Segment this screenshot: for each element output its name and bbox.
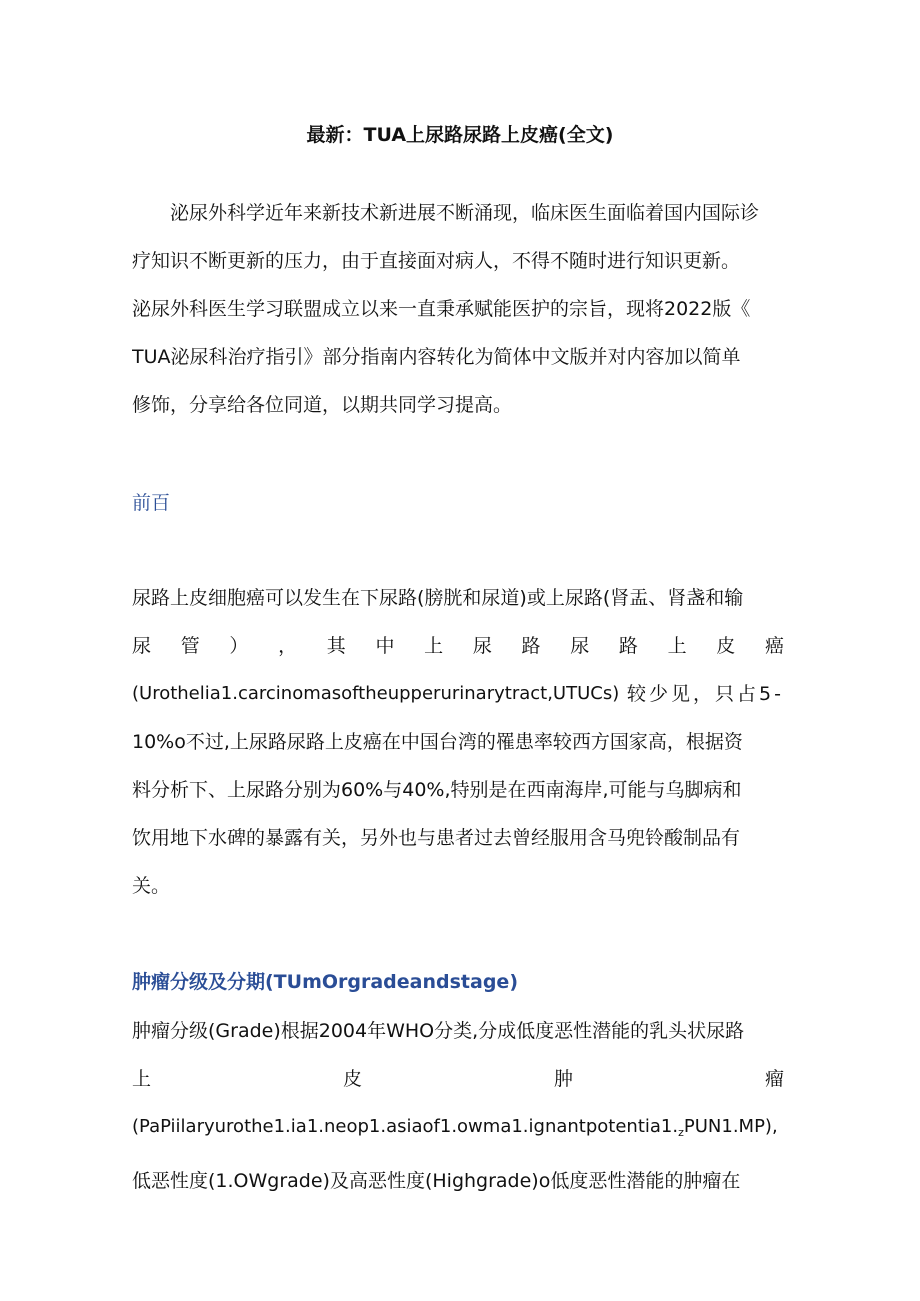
preface-heading: 前百 xyxy=(132,492,171,514)
intro-paragraph xyxy=(132,189,784,429)
grade-line-2 xyxy=(132,1055,784,1103)
preface-line-2-char: 尿 xyxy=(132,635,152,657)
grade-paragraph xyxy=(132,1007,784,1205)
preface-line-2-char: 管 xyxy=(180,635,200,657)
preface-line-2-char: ） xyxy=(229,635,249,657)
preface-line-3 xyxy=(132,670,784,718)
preface-line-2-char: 中 xyxy=(375,635,395,657)
grade-line-1: 肿瘤分级(Grade)根据2004年WHO分类,分成低度恶性潜能的乳头状尿路 xyxy=(132,1020,745,1042)
preface-line-5: 料分析下、上尿路分别为60%与40%,特别是在西南海岸,可能与乌脚病和 xyxy=(132,779,742,801)
grade-line-3-main: (PaPiilaryurothe1.ia1.neop1.asiaof1.owma1.ignantpotentia1. xyxy=(132,1116,679,1137)
intro-line-5: 修饰，分享给各位同道，以期共同学习提高。 xyxy=(132,394,513,416)
preface-line-2-char: ， xyxy=(278,635,298,657)
grade-line-2-word: 皮 xyxy=(342,1068,362,1090)
preface-line-3-cjk: 较少见，只占5- xyxy=(627,683,784,705)
preface-line-2 xyxy=(132,622,784,670)
intro-line-3: 泌尿外科医生学习联盟成立以来一直秉承赋能医护的宗旨，现将2022版《 xyxy=(132,298,751,320)
grade-heading: 肿瘤分级及分期(TUmOrgradeandstage) xyxy=(132,971,519,993)
grade-line-2-word: 肿 xyxy=(553,1068,573,1090)
preface-line-7: 关。 xyxy=(132,875,171,897)
preface-line-2-char: 皮 xyxy=(716,635,736,657)
preface-paragraph xyxy=(132,574,784,910)
intro-line-1: 泌尿外科学近年来新技术新进展不断涌现，临床医生面临着国内国际诊 xyxy=(170,202,760,224)
grade-line-2-word: 上 xyxy=(132,1068,152,1090)
intro-line-2: 疗知识不断更新的压力，由于直接面对病人，不得不随时进行知识更新。 xyxy=(132,250,741,272)
grade-line-3-tail: PUN1.MP), xyxy=(683,1116,778,1137)
document-title: 最新：TUA上尿路尿路上皮癌(全文) xyxy=(306,124,614,146)
grade-line-2-word: 瘤 xyxy=(764,1068,784,1090)
grade-line-4: 低恶性度(1.OWgrade)及高恶性度(Highgrade)o低度恶性潜能的肿瘤在 xyxy=(132,1170,741,1192)
preface-line-6: 饮用地下水碑的暴露有关，另外也与患者过去曾经服用含马兜铃酸制品有 xyxy=(132,827,741,849)
preface-line-2-char: 癌 xyxy=(764,635,784,657)
preface-line-2-char: 上 xyxy=(667,635,687,657)
preface-line-2-char: 路 xyxy=(521,635,541,657)
preface-line-2-char: 尿 xyxy=(570,635,590,657)
preface-line-4: 10%o不过,上尿路尿路上皮癌在中国台湾的罹患率较西方国家高，根据资 xyxy=(132,731,743,753)
grade-line-3-subscript: z xyxy=(678,1126,684,1139)
intro-line-4: TUA泌尿科治疗指引》部分指南内容转化为简体中文版并对内容加以简单 xyxy=(132,346,741,368)
grade-line-3 xyxy=(132,1103,784,1157)
preface-line-2-char: 上 xyxy=(424,635,444,657)
preface-line-2-char: 路 xyxy=(618,635,638,657)
preface-line-1: 尿路上皮细胞癌可以发生在下尿路(膀胱和尿道)或上尿路(肾盂、肾盏和输 xyxy=(132,587,744,609)
preface-line-2-char: 其 xyxy=(326,635,346,657)
preface-line-3-latin: (Urothelia1.carcinomasoftheupperurinarytract,UTUCs) xyxy=(132,683,620,704)
preface-line-2-char: 尿 xyxy=(472,635,492,657)
